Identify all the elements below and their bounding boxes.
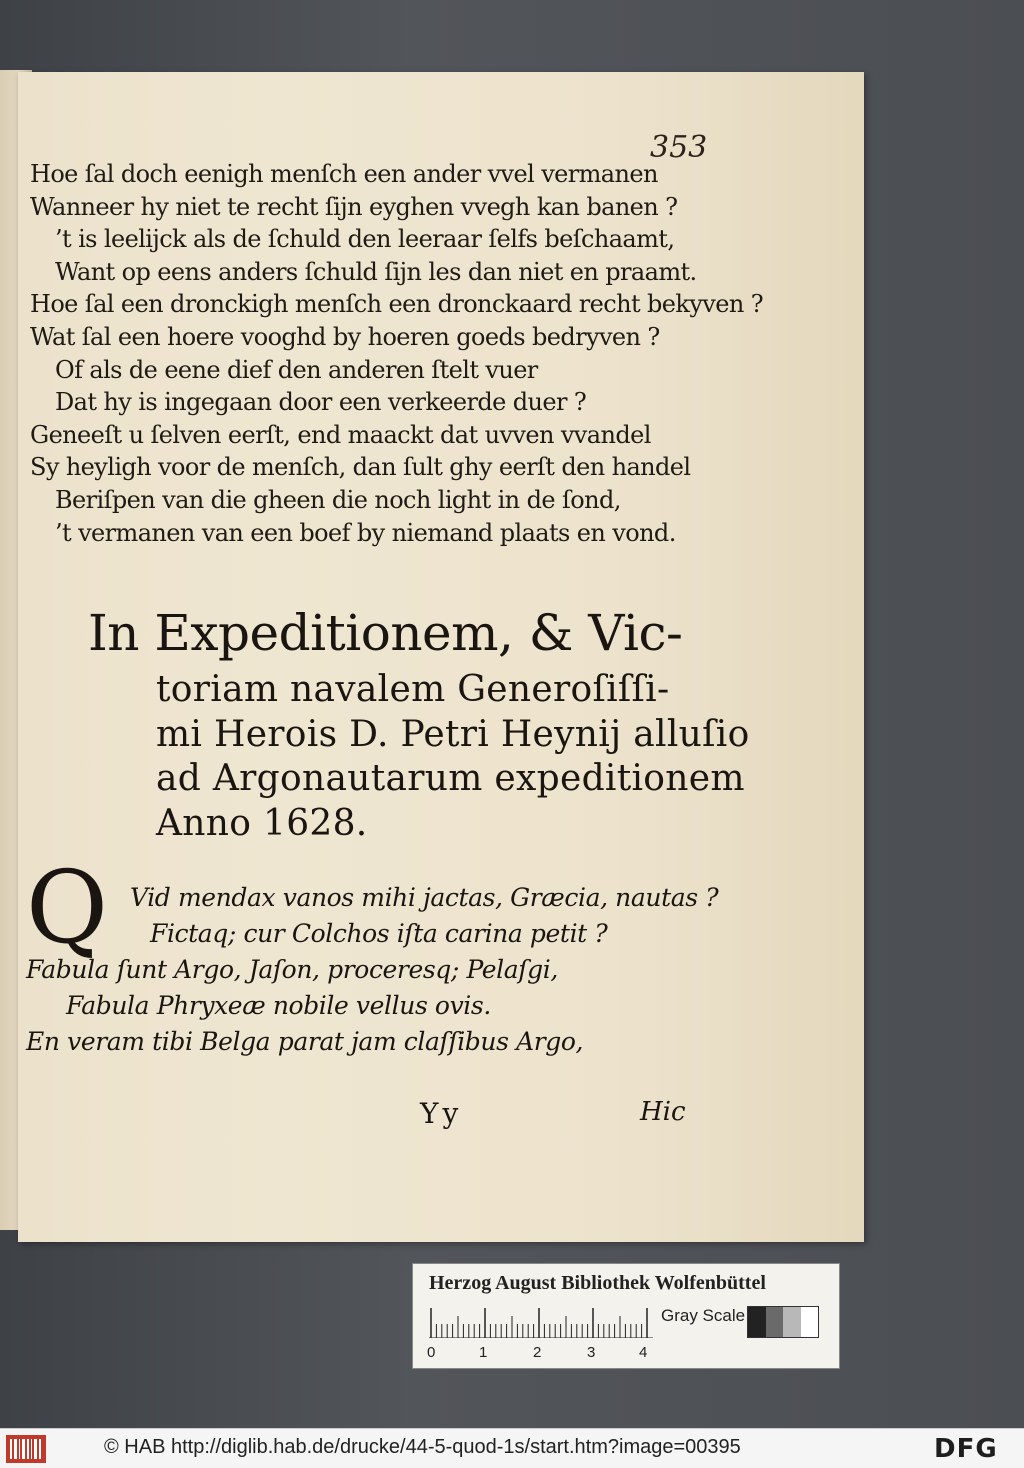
gray-scale-label: Gray Scale <box>661 1306 746 1325</box>
heading-line: mi Herois D. Petri Heynij alluſio <box>156 713 750 755</box>
page-number: 353 <box>650 130 708 165</box>
signature-mark: Yy <box>420 1097 463 1130</box>
verse-line: Beriſpen van die gheen die noch light in de ſond, <box>55 485 621 514</box>
heading-line: In Expeditionem, & Vic- <box>88 604 683 662</box>
gray-scale-swatches <box>747 1306 819 1338</box>
ruler-scale <box>429 1308 653 1338</box>
verse-line: Hoe ſal een dronckigh menſch een dronckaard recht bekyven ? <box>30 290 764 319</box>
drop-capital: Q <box>26 849 108 966</box>
verse-line: Wat ſal een hoere vooghd by hoeren goeds bedryven ? <box>30 322 660 351</box>
latin-verse <box>26 880 726 1060</box>
verse-line: Want op eens anders ſchuld ſijn les dan niet en praamt. <box>55 257 697 286</box>
gray-swatch <box>783 1307 801 1337</box>
gray-swatch <box>748 1307 766 1337</box>
verse-line: ’t is leelijck als de ſchuld den leeraar ſelfs beſchaamt, <box>55 225 675 254</box>
latin-line: Fictaq; cur Colchos iſta carina petit ? <box>150 919 608 948</box>
latin-line: En veram tibi Belga parat jam claſſibus Argo, <box>26 1027 584 1056</box>
ruler-label: 3 <box>587 1344 596 1361</box>
ruler-label: 4 <box>639 1344 648 1361</box>
footer-bar <box>0 1428 1024 1468</box>
poem-heading <box>88 598 750 846</box>
latin-line: Vid mendax vanos mihi jactas, Græcia, nautas ? <box>130 883 719 912</box>
gray-swatch <box>766 1307 784 1337</box>
verse-line: Hoe ſal doch eenigh menſch een ander vvel vermanen <box>30 160 658 188</box>
dutch-verse <box>30 158 764 549</box>
library-color-card <box>412 1263 840 1369</box>
verse-line: ’t vermanen van een boef by niemand plaats en vond. <box>55 518 676 547</box>
barcode-icon <box>6 1435 46 1463</box>
catchword: Hic <box>640 1097 686 1127</box>
dfg-logo: DFG <box>934 1434 998 1464</box>
verse-line: Wanneer hy niet te recht ſijn eyghen vvegh kan banen ? <box>30 192 678 221</box>
heading-line: Anno 1628. <box>156 802 368 844</box>
copyright-url[interactable]: © HAB http://diglib.hab.de/drucke/44-5-quod-1s/start.htm?image=00395 <box>104 1436 741 1458</box>
ruler-label: 0 <box>427 1344 436 1361</box>
heading-line: toriam navalem Generoſiſſi- <box>156 669 670 710</box>
library-name: Herzog August Bibliothek Wolfenbüttel <box>429 1272 766 1294</box>
latin-line: Fabula Phryxeæ nobile vellus ovis. <box>66 991 491 1020</box>
ruler-label: 2 <box>533 1344 542 1361</box>
verse-line: Dat hy is ingegaan door een verkeerde duer ? <box>55 388 587 417</box>
ruler-label: 1 <box>479 1344 488 1361</box>
heading-line: ad Argonautarum expeditionem <box>156 758 745 799</box>
verse-line: Of als de eene dief den anderen ſtelt vuer <box>55 355 538 384</box>
verse-line: Sy heyligh voor de menſch, dan ſult ghy eerſt den handel <box>30 453 691 482</box>
latin-line: Fabula ſunt Argo, Jaſon, proceresq; Pelaſgi, <box>26 955 558 984</box>
verse-line: Geneeſt u ſelven eerſt, end maackt dat uvven vvandel <box>30 420 651 449</box>
gray-swatch <box>801 1307 819 1337</box>
